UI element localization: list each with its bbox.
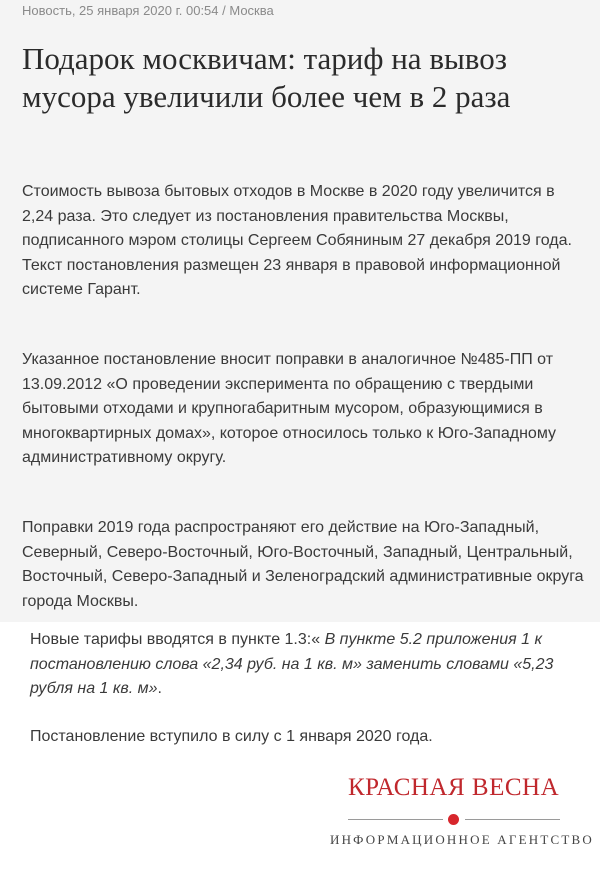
tariff-lead: Новые тарифы вводятся в пункте 1.3:« (30, 631, 325, 648)
tariff-paragraph (30, 628, 590, 702)
logo-divider-right (465, 819, 560, 820)
logo-divider-left (348, 819, 443, 820)
logo-dot-icon (448, 814, 459, 825)
tariff-quote: В пункте 5.2 приложения 1 к постановлению слова «2,34 руб. на 1 кв. м» заменить словами «5,23 рубля на 1 кв. м» (30, 631, 554, 697)
paragraph-3: Поправки 2019 года распространяют его действие на Юго-Западный, Северный, Северо-Восточный, Юго-Восточный, Западный, Центральный, Восточный, Северо-Западный и Зеленоградский административные округа города Москвы. (22, 519, 584, 610)
article-headline: Подарок москвичам: тариф на вывоз мусора увеличили более чем в 2 раза (22, 41, 511, 114)
logo-name: КРАСНАЯ ВЕСНА (348, 774, 560, 801)
closing-paragraph: Постановление вступило в силу с 1 января 2020 года. (30, 728, 433, 745)
logo-subtitle: ИНФОРМАЦИОННОЕ АГЕНТСТВО (330, 832, 594, 847)
paragraph-2: Указанное постановление вносит поправки в аналогичное №485-ПП от 13.09.2012 «О проведении эксперимента по обращению с твердыми бытовыми отходами и крупногабаритным мусором, образующимися в многоквартирных домах», которое относилось только к Юго-Западному административному округу. (22, 351, 556, 466)
tariff-tail: . (157, 680, 162, 697)
article-meta: Новость, 25 января 2020 г. 00:54 / Москва (22, 3, 274, 18)
agency-logo (330, 774, 600, 854)
paragraph-1: Стоимость вывоза бытовых отходов в Москве в 2020 году увеличится в 2,24 раза. Это следует из постановления правительства Москвы, подписанного мэром столицы Сергеем Собяниным 27 декабря 2019 года. Текст постановления размещен 23 января в правовой информационной системе Гарант. (22, 183, 572, 298)
